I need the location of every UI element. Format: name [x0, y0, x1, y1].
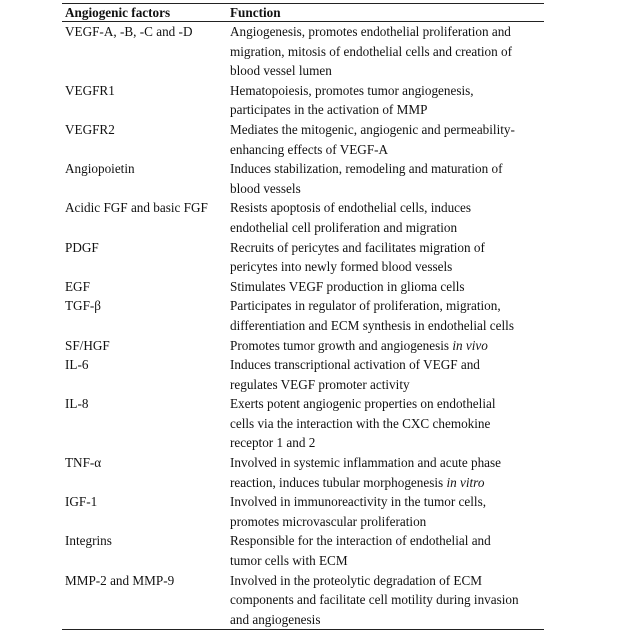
- function-line: [230, 22, 544, 42]
- function-line: [230, 296, 544, 316]
- function-cell: [230, 571, 544, 630]
- function-text: promotes microvascular proliferation: [230, 513, 427, 529]
- function-text: Responsible for the interaction of endothelial and: [230, 533, 491, 549]
- function-cell: [230, 394, 544, 453]
- table-row: [62, 571, 544, 630]
- factor-cell: IL-8: [65, 396, 89, 412]
- factor-cell: VEGF-A, -B, -C and -D: [65, 24, 193, 39]
- function-text: endothelial cell proliferation and migration: [230, 219, 458, 235]
- function-text: differentiation and ECM synthesis in endothelial cells: [230, 317, 514, 333]
- table-row: [62, 277, 544, 297]
- table-row: [62, 453, 544, 492]
- header-function: Function: [230, 5, 281, 20]
- function-line: [230, 571, 544, 591]
- function-text: Mediates the mitogenic, angiogenic and permeability-: [230, 121, 515, 137]
- factor-cell: SF/HGF: [65, 337, 110, 353]
- function-line: [230, 100, 544, 120]
- factor-cell: VEGFR2: [65, 121, 115, 137]
- function-text: Induces transcriptional activation of VEGF and: [230, 357, 480, 373]
- factor-cell: Acidic FGF and basic FGF: [65, 200, 208, 216]
- function-text: enhancing effects of VEGF-A: [230, 141, 389, 157]
- function-text: regulates VEGF promoter activity: [230, 376, 410, 392]
- function-text: migration, mitosis of endothelial cells and creation of: [230, 43, 512, 59]
- factor-cell: VEGFR1: [65, 82, 115, 98]
- function-line: [230, 257, 544, 277]
- function-text: Induces stabilization, remodeling and maturation of: [230, 161, 503, 177]
- factor-cell: TNF-α: [65, 455, 102, 471]
- function-cell: [230, 531, 544, 570]
- function-line: [230, 453, 544, 473]
- table-row: [62, 492, 544, 531]
- function-cell: [230, 453, 544, 492]
- function-line: [230, 277, 544, 297]
- factor-cell: EGF: [65, 278, 90, 294]
- function-italic-text: in vivo: [452, 337, 488, 353]
- table-row: [62, 159, 544, 198]
- function-line: [230, 81, 544, 101]
- function-text: Involved in immunoreactivity in the tumor cells,: [230, 494, 487, 510]
- function-text: pericytes into newly formed blood vessels: [230, 259, 453, 275]
- function-line: [230, 473, 544, 493]
- function-text: blood vessel lumen: [230, 63, 332, 79]
- function-text: reaction, induces tubular morphogenesis: [230, 474, 444, 490]
- function-line: [230, 238, 544, 258]
- function-line: [230, 433, 544, 453]
- function-line: [230, 551, 544, 571]
- factor-cell: MMP-2 and MMP-9: [65, 572, 175, 588]
- function-text: tumor cells with ECM: [230, 553, 348, 569]
- function-text: Angiogenesis, promotes endothelial proliferation and: [230, 24, 511, 39]
- function-line: [230, 610, 544, 630]
- function-text: Promotes tumor growth and angiogenesis: [230, 337, 450, 353]
- factor-cell: IL-6: [65, 357, 89, 373]
- factor-cell: IGF-1: [65, 494, 98, 510]
- function-cell: [230, 81, 544, 120]
- function-line: [230, 42, 544, 62]
- factor-cell: TGF-β: [65, 298, 102, 314]
- function-cell: [230, 336, 544, 356]
- function-cell: [230, 198, 544, 237]
- factor-cell: Integrins: [65, 533, 112, 549]
- function-cell: [230, 120, 544, 159]
- function-line: [230, 531, 544, 551]
- function-cell: [230, 492, 544, 531]
- function-text: Hematopoiesis, promotes tumor angiogenesis,: [230, 82, 474, 98]
- function-line: [230, 140, 544, 160]
- function-text: Participates in regulator of proliferation, migration,: [230, 298, 501, 314]
- function-line: [230, 414, 544, 434]
- header-factor: Angiogenic factors: [65, 5, 171, 20]
- function-text: participates in the activation of MMP: [230, 102, 428, 118]
- function-text: Recruits of pericytes and facilitates migration of: [230, 239, 485, 255]
- function-line: [230, 590, 544, 610]
- table-row: [62, 531, 544, 570]
- function-cell: [230, 22, 544, 81]
- table-row: [62, 238, 544, 277]
- function-text: cells via the interaction with the CXC chemokine: [230, 415, 491, 431]
- function-line: [230, 316, 544, 336]
- function-text: receptor 1 and 2: [230, 435, 316, 451]
- function-line: [230, 218, 544, 238]
- function-line: [230, 198, 544, 218]
- function-line: [230, 179, 544, 199]
- function-text: Exerts potent angiogenic properties on endothelial: [230, 396, 496, 412]
- table-row: [62, 120, 544, 159]
- table-row: [62, 22, 544, 81]
- function-line: [230, 394, 544, 414]
- function-text: Involved in systemic inflammation and acute phase: [230, 455, 502, 471]
- table-row: [62, 336, 544, 356]
- function-text: Resists apoptosis of endothelial cells, induces: [230, 200, 472, 216]
- function-cell: [230, 296, 544, 335]
- table-body: [62, 22, 544, 629]
- function-line: [230, 159, 544, 179]
- table-row: [62, 81, 544, 120]
- table-row: [62, 394, 544, 453]
- function-cell: [230, 355, 544, 394]
- function-italic-text: in vitro: [446, 474, 485, 490]
- function-cell: [230, 238, 544, 277]
- factor-cell: Angiopoietin: [65, 161, 135, 177]
- function-line: [230, 120, 544, 140]
- function-line: [230, 61, 544, 81]
- function-line: [230, 512, 544, 532]
- function-line: [230, 492, 544, 512]
- table-row: [62, 198, 544, 237]
- function-line: [230, 355, 544, 375]
- function-text: components and facilitate cell motility during invasion: [230, 592, 519, 608]
- table-row: [62, 296, 544, 335]
- function-cell: [230, 277, 544, 297]
- function-text: blood vessels: [230, 180, 301, 196]
- function-text: Stimulates VEGF production in glioma cells: [230, 278, 465, 294]
- angiogenic-factors-table: [62, 3, 544, 630]
- function-cell: [230, 159, 544, 198]
- factor-cell: PDGF: [65, 239, 99, 255]
- function-line: [230, 336, 544, 356]
- table-header-row: [62, 4, 544, 21]
- function-text: Involved in the proteolytic degradation of ECM: [230, 572, 482, 588]
- function-text: and angiogenesis: [230, 611, 321, 627]
- table-row: [62, 355, 544, 394]
- function-line: [230, 375, 544, 395]
